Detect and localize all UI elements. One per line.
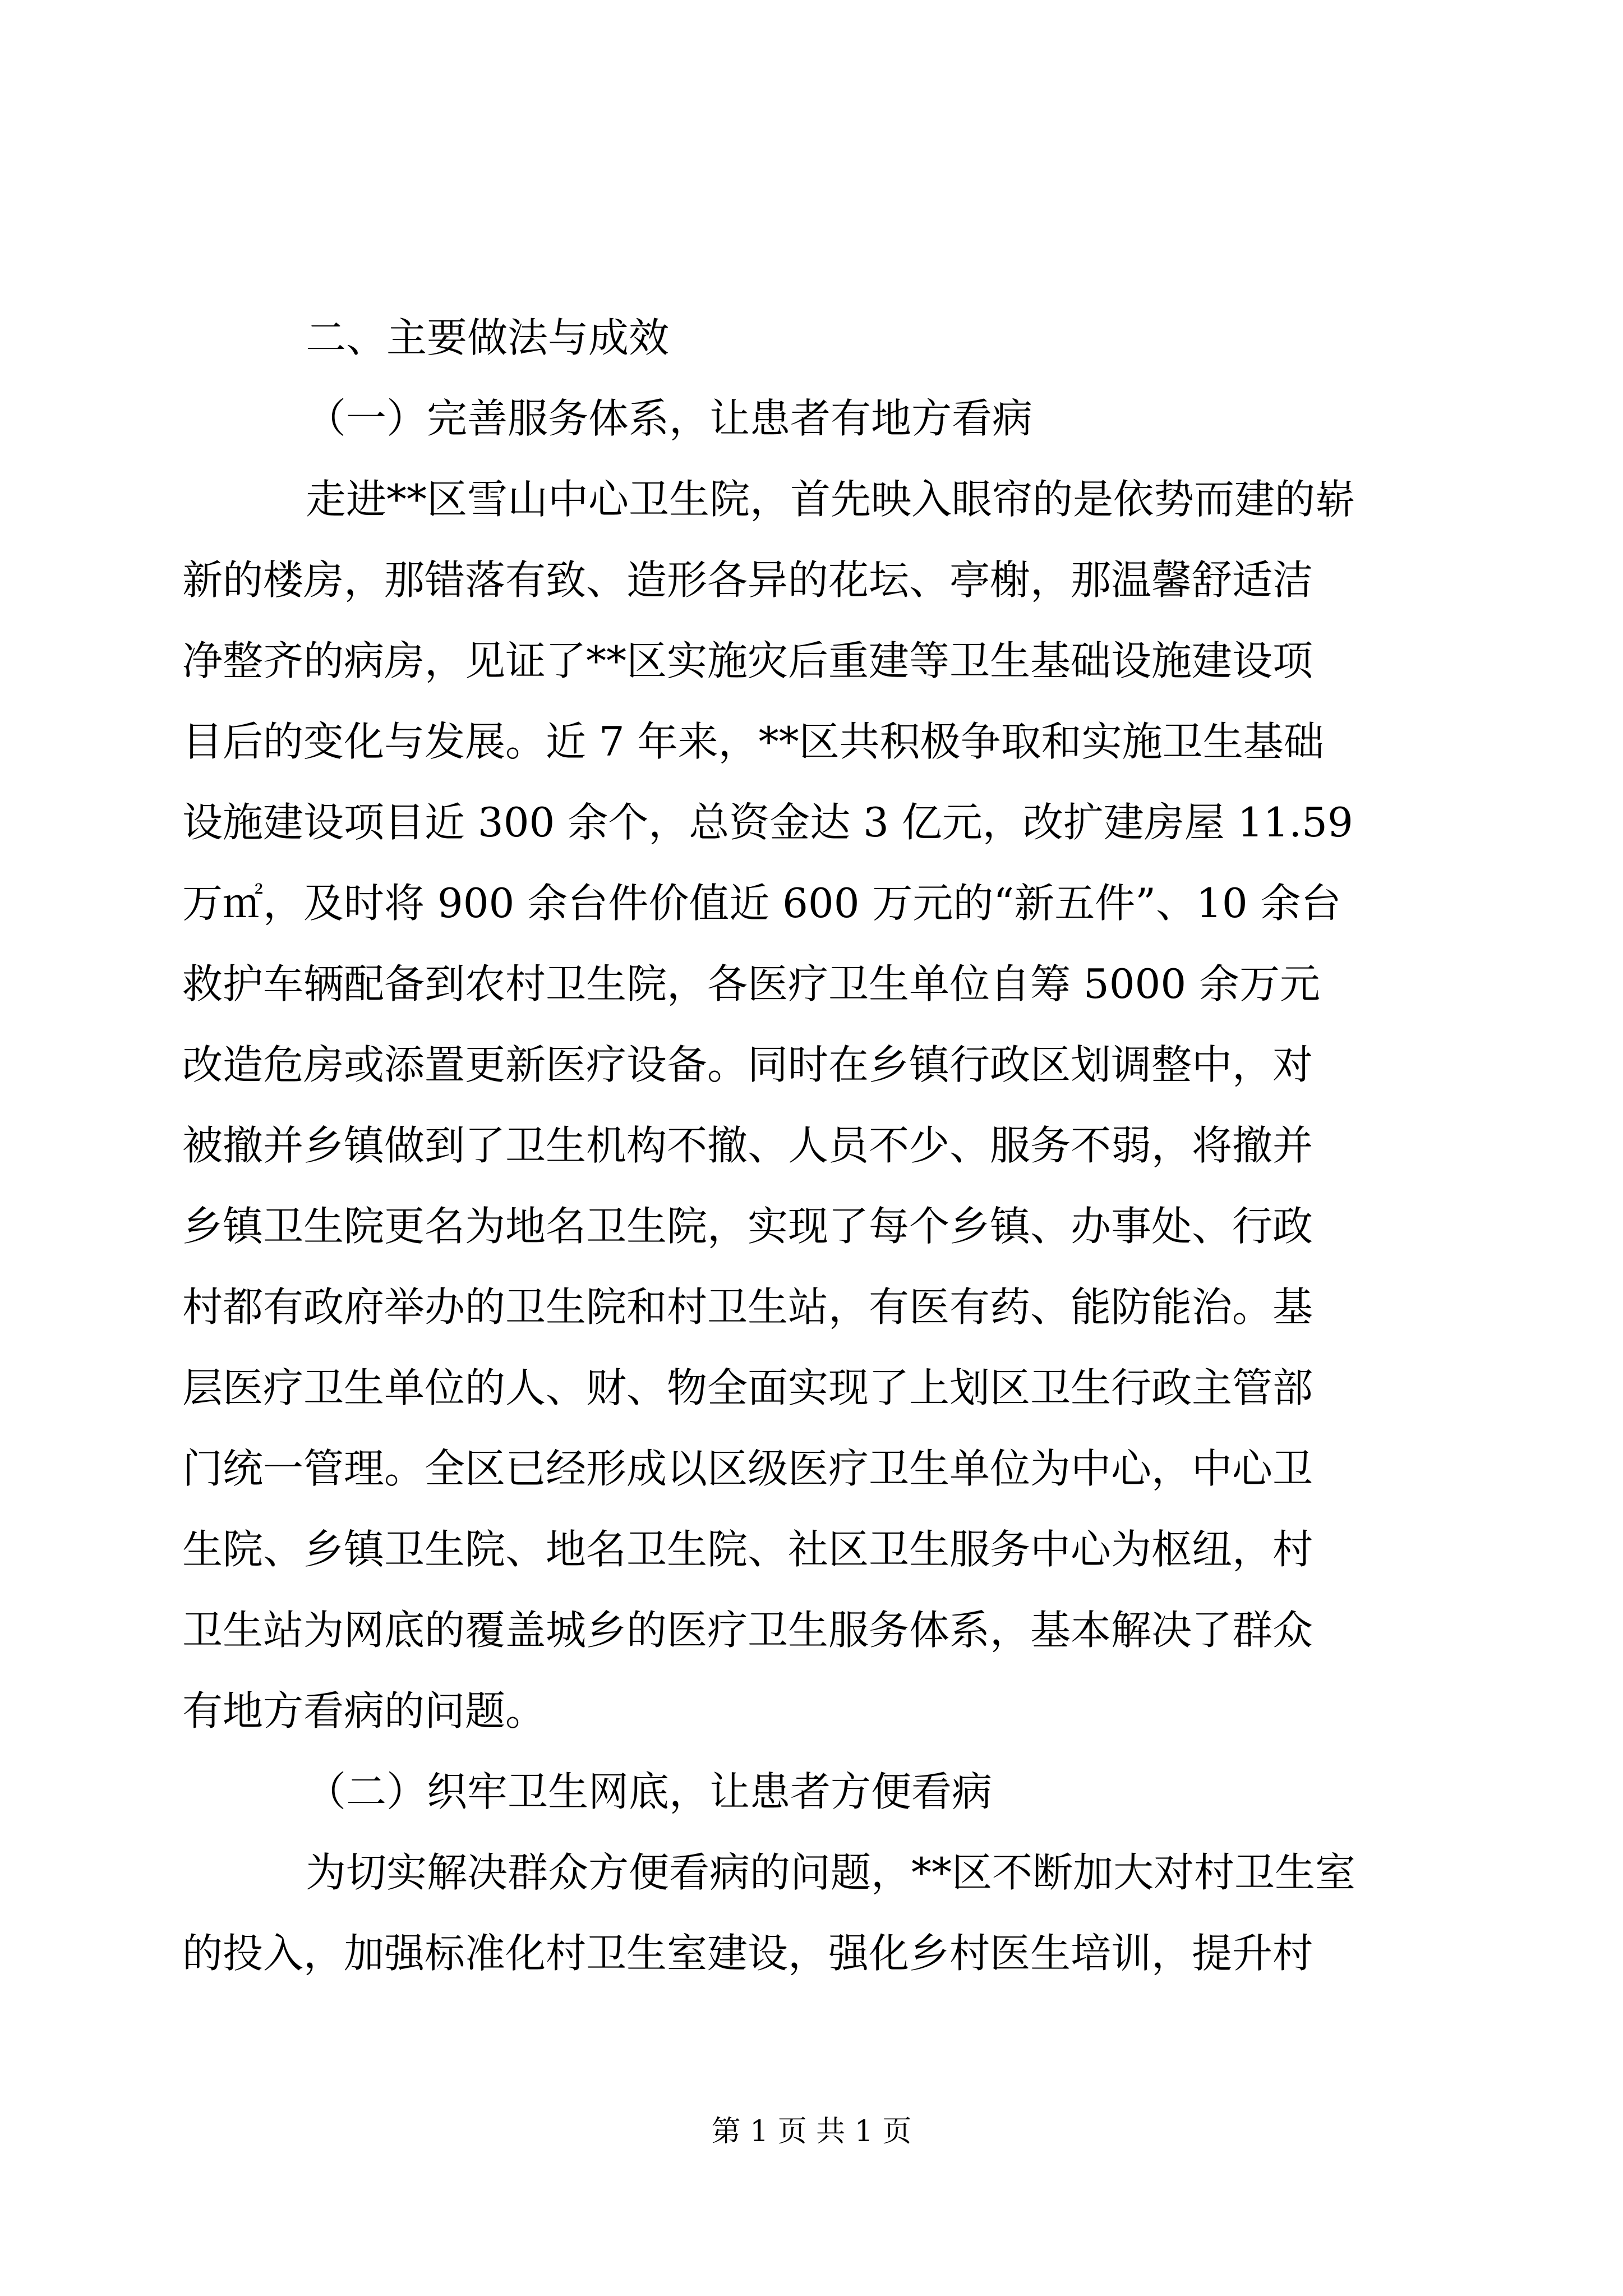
paragraph-line: 新的楼房，那错落有致、造形各异的花坛、亭榭，那温馨舒适洁 (182, 556, 1313, 604)
paragraph-line: 救护车辆配备到农村卫生院，各医疗卫生单位自筹 5000 余万元 (182, 960, 1321, 1007)
document-body (182, 297, 1413, 1994)
paragraph-line: 目后的变化与发展。近 7 年来，**区共积极争取和实施卫生基础 (182, 718, 1324, 765)
subsection-heading-2: （二）织牢卫生网底，让患者方便看病 (306, 1768, 993, 1815)
page-footer: 第 1 页 共 1 页 (711, 2115, 912, 2148)
paragraph-line: 有地方看病的问题。 (182, 1687, 546, 1734)
paragraph-line: 门统一管理。全区已经形成以区级医疗卫生单位为中心，中心卫 (182, 1445, 1313, 1492)
paragraph-line: 层医疗卫生单位的人、财、物全面实现了上划区卫生行政主管部 (182, 1364, 1313, 1411)
paragraph-line: 被撤并乡镇做到了卫生机构不撤、人员不少、服务不弱，将撤并 (182, 1122, 1313, 1169)
paragraph-line: 卫生站为网底的覆盖城乡的医疗卫生服务体系，基本解决了群众 (182, 1607, 1313, 1654)
paragraph-line: 设施建设项目近 300 余个，总资金达 3 亿元，改扩建房屋 11.59 (182, 799, 1353, 846)
paragraph-line: 村都有政府举办的卫生院和村卫生站，有医有药、能防能治。基 (182, 1283, 1313, 1331)
paragraph-line: 乡镇卫生院更名为地名卫生院，实现了每个乡镇、办事处、行政 (182, 1203, 1313, 1250)
paragraph-1 (182, 459, 1413, 1751)
paragraph-line: 生院、乡镇卫生院、地名卫生院、社区卫生服务中心为枢纽，村 (182, 1526, 1313, 1573)
paragraph-2 (182, 1832, 1413, 1994)
paragraph-line: 为切实解决群众方便看病的问题，**区不断加大对村卫生室 (306, 1849, 1356, 1896)
paragraph-line: 走进**区雪山中心卫生院，首先映入眼帘的是依势而建的崭 (306, 476, 1356, 523)
paragraph-line: 改造危房或添置更新医疗设备。同时在乡镇行政区划调整中，对 (182, 1041, 1313, 1088)
subsection-heading-1: （一）完善服务体系，让患者有地方看病 (306, 395, 1033, 442)
paragraph-line: 净整齐的病房，见证了**区实施灾后重建等卫生基础设施建设项 (182, 637, 1313, 684)
section-heading: 二、主要做法与成效 (306, 314, 670, 361)
paragraph-line: 的投入，加强标准化村卫生室建设，强化乡村医生培训，提升村 (182, 1930, 1313, 1977)
paragraph-line: 万㎡，及时将 900 余台件价值近 600 万元的“新五件”、10 余台 (182, 880, 1341, 927)
